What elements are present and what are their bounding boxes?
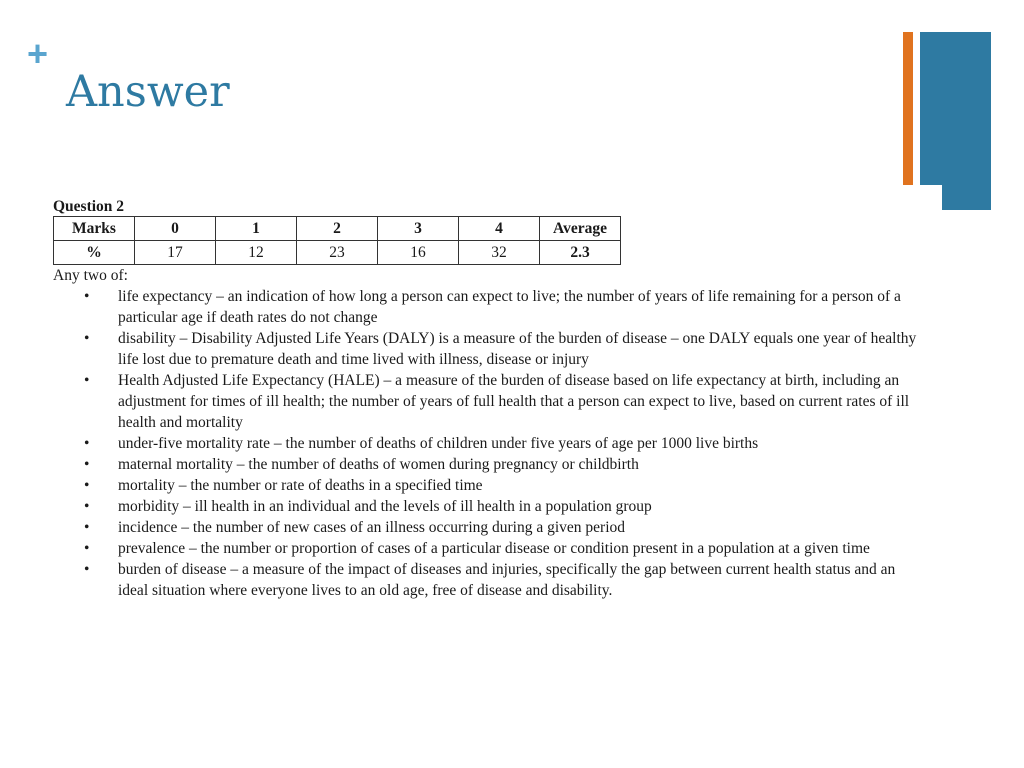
table-row-label: Marks xyxy=(54,217,135,241)
bullet-icon: • xyxy=(84,435,90,452)
decorative-orange-bar xyxy=(903,32,913,185)
list-item xyxy=(53,286,923,328)
list-item-text: incidence – the number of new cases of an illness occurring during a given period xyxy=(118,519,626,536)
answer-content xyxy=(53,198,923,601)
list-item xyxy=(53,454,923,475)
decorative-blue-block xyxy=(920,32,991,185)
table-cell: 16 xyxy=(378,241,459,265)
list-item-text: mortality – the number or rate of deaths in a specified time xyxy=(118,477,483,494)
list-item xyxy=(53,433,923,454)
list-item xyxy=(53,370,923,433)
table-cell: 12 xyxy=(216,241,297,265)
bullet-icon: • xyxy=(84,498,90,515)
table-header-cell: 3 xyxy=(378,217,459,241)
list-item-text: burden of disease – a measure of the impact of diseases and injuries, specifically the gap between current health status and an ideal situation where everyone lives to an old age, free of disease and disability. xyxy=(118,561,896,599)
bullet-icon: • xyxy=(84,288,90,305)
table-row-label: % xyxy=(54,241,135,265)
list-item xyxy=(53,328,923,370)
table-row xyxy=(54,217,621,241)
list-item xyxy=(53,559,923,601)
table-header-average: Average xyxy=(540,217,621,241)
plus-icon: + xyxy=(27,33,49,74)
bullet-icon: • xyxy=(84,561,90,578)
marks-table xyxy=(53,216,621,265)
bullet-icon: • xyxy=(84,372,90,389)
list-item xyxy=(53,538,923,559)
list-item-text: life expectancy – an indication of how long a person can expect to live; the number of years of life remaining for a person of a particular age if death rates do not change xyxy=(118,288,901,326)
table-header-cell: 1 xyxy=(216,217,297,241)
list-item xyxy=(53,496,923,517)
bullet-icon: • xyxy=(84,540,90,557)
table-row xyxy=(54,241,621,265)
bullet-icon: • xyxy=(84,477,90,494)
list-item-text: prevalence – the number or proportion of cases of a particular disease or condition present in a population at a given time xyxy=(118,540,870,557)
intro-text: Any two of: xyxy=(53,267,128,284)
list-item-text: under-five mortality rate – the number of deaths of children under five years of age per 1000 live births xyxy=(118,435,759,452)
list-item-text: Health Adjusted Life Expectancy (HALE) – a measure of the burden of disease based on life expectancy at birth, including an adjustment for times of ill health; the number of years of full health that a person can expect to live, based on current rates of ill health and mortality xyxy=(118,372,910,431)
list-item-text: morbidity – ill health in an individual and the levels of ill health in a population group xyxy=(118,498,652,515)
list-item xyxy=(53,475,923,496)
list-item-text: disability – Disability Adjusted Life Years (DALY) is a measure of the burden of disease – one DALY equals one year of healthy life lost due to premature death and time lived with illness, disease or injury xyxy=(118,330,917,368)
table-header-cell: 4 xyxy=(459,217,540,241)
table-cell: 17 xyxy=(135,241,216,265)
table-cell-average: 2.3 xyxy=(540,241,621,265)
table-header-cell: 0 xyxy=(135,217,216,241)
slide-title: Answer xyxy=(66,67,230,117)
table-cell: 23 xyxy=(297,241,378,265)
table-header-cell: 2 xyxy=(297,217,378,241)
table-cell: 32 xyxy=(459,241,540,265)
decorative-blue-tab xyxy=(942,185,991,210)
bullet-icon: • xyxy=(84,330,90,347)
list-item xyxy=(53,517,923,538)
question-heading: Question 2 xyxy=(53,198,125,215)
list-item-text: maternal mortality – the number of deaths of women during pregnancy or childbirth xyxy=(118,456,639,473)
answer-list xyxy=(53,286,923,601)
bullet-icon: • xyxy=(84,456,90,473)
bullet-icon: • xyxy=(84,519,90,536)
